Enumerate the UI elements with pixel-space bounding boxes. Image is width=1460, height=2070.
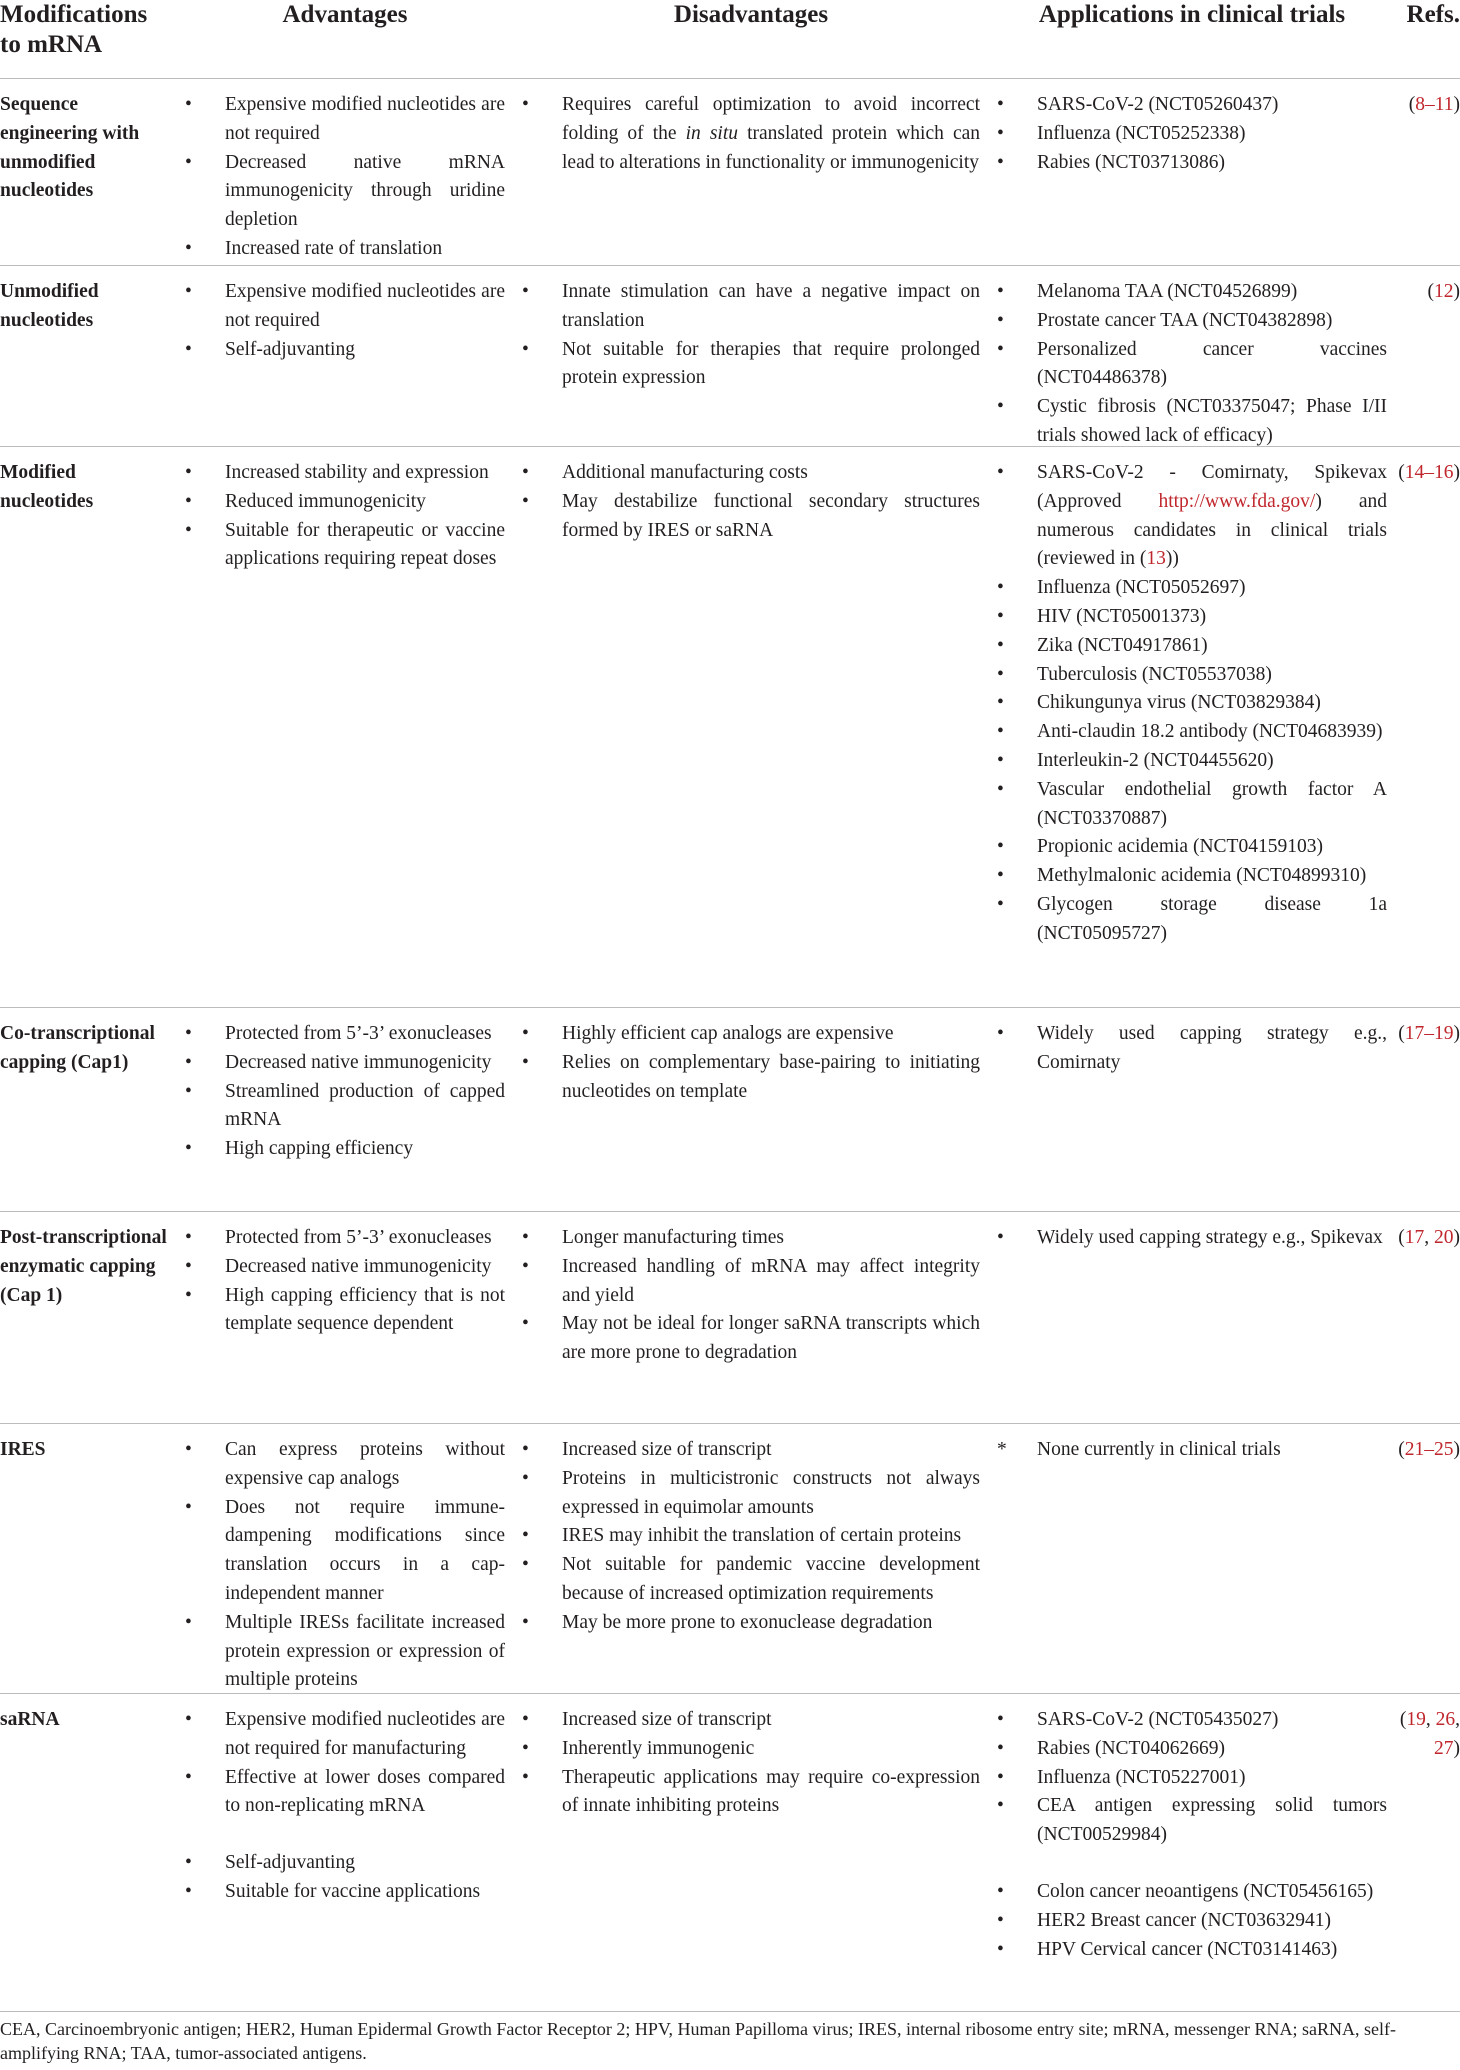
applications-cell [997,265,1387,451]
list-item: • Protected from 5’-3’ exonucleases [185,1224,505,1253]
list-item: • Rabies (NCT03713086) [997,149,1387,178]
list-item: • SARS-CoV-2 (NCT05260437) [997,91,1387,120]
reference-link[interactable]: 12 [1434,281,1454,302]
list-item: • May be more prone to exonuclease degradation [522,1609,980,1638]
row-label: Modified nucleotides [0,462,94,512]
list-item: • Longer manufacturing times [522,1224,980,1253]
list-item: • High capping efficiency that is not template sequence dependent [185,1282,505,1340]
reference-link[interactable]: 20 [1434,1227,1454,1248]
table-row [0,1211,1460,1424]
list-item: • Zika (NCT04917861) [997,632,1387,661]
list-item: • Additional manufacturing costs [522,459,980,488]
list-item: • Prostate cancer TAA (NCT04382898) [997,307,1387,336]
list-item: • Influenza (NCT05252338) [997,120,1387,149]
advantages-cell [185,1693,505,1907]
disadvantages-cell [522,1693,980,1821]
list-item: • Interleukin-2 (NCT04455620) [997,747,1387,776]
table-row [0,1693,1460,2012]
advantages-cell [185,78,505,264]
list-item: • Increased size of transcript [522,1436,980,1465]
list-item: • Inherently immunogenic [522,1735,980,1764]
reference-link[interactable]: 21–25 [1404,1439,1454,1460]
reference-link[interactable]: 17 [1404,1227,1425,1248]
list-item: • Melanoma TAA (NCT04526899) [997,278,1387,307]
list-item: • Proteins in multicistronic constructs not always expressed in equimolar amounts [522,1465,980,1523]
refs-cell: (12) [1427,281,1460,302]
advantages-cell [185,1211,505,1339]
reference-link[interactable]: 26 [1435,1709,1456,1730]
list-item: • Influenza (NCT05052697) [997,574,1387,603]
fda-link[interactable]: http://www.fda.gov/ [1158,490,1316,512]
list-item: • Decreased native immunogenicity [185,1253,505,1282]
list-item: • Protected from 5’-3’ exonucleases [185,1020,505,1049]
list-item: • CEA antigen expressing solid tumors (NCT00529984) [997,1792,1387,1850]
applications-cell [997,1211,1387,1253]
list-item: • Glycogen storage disease 1a (NCT05095727) [997,891,1387,949]
list-item: • Widely used capping strategy e.g., Spikevax [997,1224,1387,1253]
reference-link[interactable]: 17–19 [1404,1023,1454,1044]
advantages-cell [185,1007,505,1164]
header-refs: Refs. [1406,1,1460,28]
refs-cell: (17–19) [1398,1023,1460,1044]
list-item: • HER2 Breast cancer (NCT03632941) [997,1907,1387,1936]
list-item: • IRES may inhibit the translation of certain proteins [522,1522,980,1551]
list-item: • Colon cancer neoantigens (NCT05456165) [997,1878,1387,1907]
list-item: • Propionic acidemia (NCT04159103) [997,833,1387,862]
disadvantages-cell [522,446,980,545]
applications-cell [997,1693,1387,1964]
list-item: • Increased rate of translation [185,235,505,264]
list-item: • Decreased native immunogenicity [185,1049,505,1078]
row-label: Sequence engineering with unmodified nucleotides [0,94,140,202]
list-item: • Self-adjuvanting [185,1849,505,1878]
header-applications: Applications in clinical trials [1038,1,1346,28]
reference-link[interactable]: 8–11 [1415,94,1454,115]
list-item: • Decreased native mRNA immunogenicity through uridine depletion [185,149,505,235]
list-item: • Anti-claudin 18.2 antibody (NCT04683939) [997,718,1387,747]
reference-link[interactable]: 14–16 [1404,462,1454,483]
header-disadvantages: Disadvantages [673,1,829,28]
list-item: • HIV (NCT05001373) [997,603,1387,632]
disadvantages-cell [522,78,980,177]
applications-cell [997,1423,1387,1465]
list-item: • Reduced immunogenicity [185,488,505,517]
list-item: • High capping efficiency [185,1135,505,1164]
reference-link[interactable]: 13 [1146,548,1166,570]
list-item: • Expensive modified nucleotides are not required [185,278,505,336]
list-item: • Therapeutic applications may require co-expression of innate inhibiting proteins [522,1764,980,1822]
table-row [0,1423,1460,1694]
list-item: • Cystic fibrosis (NCT03375047; Phase I/II trials showed lack of efficacy) [997,393,1387,451]
row-label: IRES [0,1439,46,1460]
disadvantages-cell [522,265,980,393]
advantages-cell [185,1423,505,1695]
list-item: • May not be ideal for longer saRNA transcripts which are more prone to degradation [522,1310,980,1368]
list-item: • Does not require immune-dampening modifications since translation occurs in a cap-independent manner [185,1494,505,1609]
reference-link[interactable]: 19 [1406,1709,1426,1730]
list-item: • Tuberculosis (NCT05537038) [997,661,1387,690]
row-label: Post-transcriptional enzymatic capping (Cap 1) [0,1227,167,1306]
list-item: • SARS-CoV-2 - Comirnaty, Spikevax (Approved http://www.fda.gov/) and numerous candidates in clinical trials (reviewed in (13)) [997,459,1387,574]
refs-cell: (21–25) [1398,1439,1460,1460]
header-modifications: Modifications to mRNA [0,1,148,58]
list-item: • Increased handling of mRNA may affect integrity and yield [522,1253,980,1311]
row-label: Unmodified nucleotides [0,281,99,331]
row-label: saRNA [0,1709,60,1730]
disadvantages-cell [522,1007,980,1106]
table-row [0,78,1460,266]
table-footnote: CEA, Carcinoembryonic antigen; HER2, Human Epidermal Growth Factor Receptor 2; HPV, Human Papilloma virus; IRES, internal ribosome entry site; mRNA, messenger RNA; saRNA, self-amplifying RNA; TAA, tumor-associated antigens. [0,2019,1396,2063]
table-row [0,265,1460,447]
table-row [0,446,1460,1008]
list-item: • Chikungunya virus (NCT03829384) [997,689,1387,718]
list-item: • Expensive modified nucleotides are not required [185,91,505,149]
header-advantages: Advantages [282,1,408,28]
refs-cell: (19, 26, 27) [1399,1709,1460,1759]
applications-cell [997,446,1387,949]
list-item: • Increased size of transcript [522,1706,980,1735]
refs-cell: (14–16) [1398,462,1460,483]
list-item: • Suitable for therapeutic or vaccine applications requiring repeat doses [185,517,505,575]
list-item: • Influenza (NCT05227001) [997,1764,1387,1793]
refs-cell: (17, 20) [1398,1227,1460,1248]
list-item: • HPV Cervical cancer (NCT03141463) [997,1936,1387,1965]
disadvantages-cell [522,1423,980,1638]
list-item: • Expensive modified nucleotides are not required for manufacturing [185,1706,505,1764]
list-item: • Suitable for vaccine applications [185,1878,505,1907]
list-item: • SARS-CoV-2 (NCT05435027) [997,1706,1387,1735]
list-item: * None currently in clinical trials [997,1436,1387,1465]
list-item: • Can express proteins without expensive cap analogs [185,1436,505,1494]
list-item: • Streamlined production of capped mRNA [185,1078,505,1136]
list-item: • Vascular endothelial growth factor A (NCT03370887) [997,776,1387,834]
list-item: • Multiple IRESs facilitate increased protein expression or expression of multiple proteins [185,1609,505,1695]
applications-cell [997,78,1387,177]
advantages-cell [185,446,505,574]
disadvantages-cell [522,1211,980,1368]
refs-cell: (8–11) [1408,94,1460,115]
list-item: • Effective at lower doses compared to non-replicating mRNA [185,1764,505,1822]
advantages-cell [185,265,505,364]
list-item: • Relies on complementary base-pairing to initiating nucleotides on template [522,1049,980,1107]
list-item: • Innate stimulation can have a negative impact on translation [522,278,980,336]
list-item: • Personalized cancer vaccines (NCT04486378) [997,336,1387,394]
table-row [0,1007,1460,1212]
list-item: • Requires careful optimization to avoid incorrect folding of the in situ translated protein which can lead to alterations in functionality or immunogenicity [522,91,980,177]
row-label: Co-transcriptional capping (Cap1) [0,1023,155,1073]
list-item: • Highly efficient cap analogs are expensive [522,1020,980,1049]
applications-cell [997,1007,1387,1078]
reference-link[interactable]: 27 [1434,1737,1454,1759]
list-item: • Widely used capping strategy e.g., Comirnaty [997,1020,1387,1078]
list-item: • Self-adjuvanting [185,336,505,365]
list-item: • Rabies (NCT04062669) [997,1735,1387,1764]
list-item: • Increased stability and expression [185,459,505,488]
list-item: • May destabilize functional secondary structures formed by IRES or saRNA [522,488,980,546]
table-header [0,0,1460,79]
list-item: • Not suitable for pandemic vaccine development because of increased optimization requirements [522,1551,980,1609]
list-item: • Methylmalonic acidemia (NCT04899310) [997,862,1387,891]
list-item: • Not suitable for therapies that require prolonged protein expression [522,336,980,394]
